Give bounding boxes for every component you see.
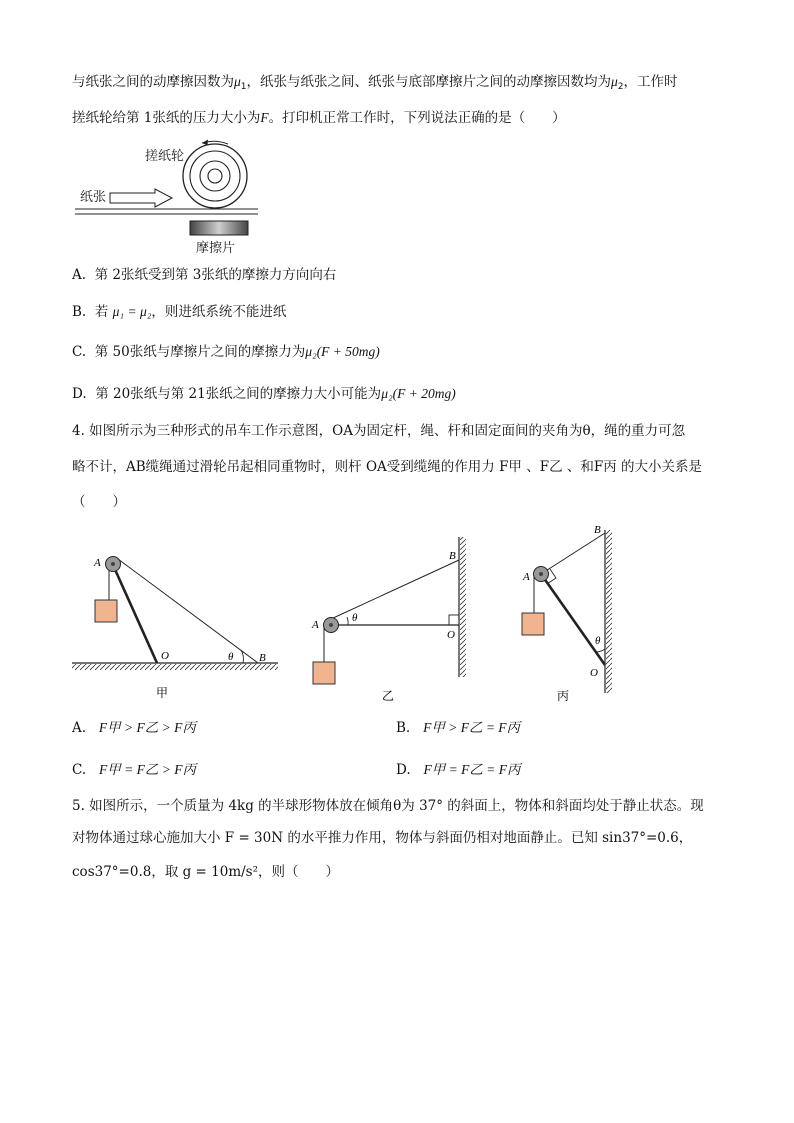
roller-label: 搓纸轮 — [145, 149, 185, 164]
roller-hub — [208, 169, 222, 183]
mu1-symbol: μ — [234, 74, 241, 89]
weight-block — [313, 662, 335, 684]
q4-option-b: B. F甲 > F乙 = F丙 — [396, 720, 521, 736]
q3-option-c: C. 第 50张纸与摩擦片之间的摩擦力为μ₂(F + 50mg) — [72, 344, 380, 360]
q3-stem-line2: 搓纸轮给第 1张纸的压力大小为F。打印机正常工作时，下列说法正确的是（ ） — [72, 110, 566, 126]
q4-stem-line1: 4. 如图所示为三种形式的吊车工作示意图，OA为固定杆，绳、杆和固定面间的夹角为θ，绳的重力可忽 — [72, 423, 686, 439]
q5-stem-line1: 5. 如图所示，一个质量为 4kg 的半球形物体放在倾角θ为 37° 的斜面上，物体和斜面均处于静止状态。现 — [72, 798, 704, 814]
svg-text:θ: θ — [595, 635, 601, 647]
q4-option-c: C. F甲 = F乙 > F丙 — [72, 762, 196, 778]
svg-text:A: A — [523, 571, 530, 583]
svg-text:B: B — [449, 550, 456, 562]
rod-oa — [541, 574, 605, 665]
q3-option-d: D. 第 20张纸与第 21张纸之间的摩擦力大小可能为μ₂(F + 20mg) — [72, 386, 456, 402]
q3-option-a: A. 第 2张纸受到第 3张纸的摩擦力方向向右 — [72, 267, 337, 283]
svg-text:O: O — [447, 629, 455, 641]
paper-direction-arrow-icon — [110, 189, 172, 207]
svg-text:θ: θ — [352, 612, 358, 624]
q4-stem-line2: 略不计，AB缆绳通过滑轮吊起相同重物时，则杆 OA受到缆绳的作用力 F甲 、F乙 、和F丙 的大小关系是 — [72, 459, 703, 475]
crane-figures — [0, 515, 794, 710]
caption-yi: 乙 — [382, 689, 395, 703]
cable-ab — [541, 533, 605, 574]
figure-jia — [72, 557, 278, 701]
q3-stem-line1: 与纸张之间的动摩擦因数为$\mu_1$，纸张与纸张之间、纸张与底部摩擦片之间的动摩擦因数均为$\mu_2$，工作时 — [72, 74, 678, 92]
rod-oa — [113, 565, 157, 663]
printer-roller-figure — [70, 135, 270, 260]
cable-ab — [331, 560, 459, 619]
svg-text:B: B — [594, 524, 601, 536]
figure-bing — [522, 524, 612, 703]
q5-stem-line3: cos37°=0.8，取 g = 10m/s²，则（ ） — [72, 864, 340, 880]
weight-block — [522, 613, 544, 635]
caption-bing: 丙 — [557, 689, 570, 703]
svg-text:A: A — [94, 557, 101, 569]
paper-label: 纸张 — [80, 190, 107, 205]
weight-block — [95, 600, 117, 622]
q4-option-d: D. F甲 = F乙 = F丙 — [396, 762, 521, 778]
friction-pad — [190, 221, 248, 235]
cable-ab — [118, 559, 258, 663]
q4-stem-line3: （ ） — [72, 494, 126, 510]
svg-text:A: A — [312, 619, 319, 631]
svg-text:O: O — [590, 667, 598, 679]
q4-option-a: A. F甲 > F乙 > F丙 — [72, 720, 196, 736]
q5-stem-line2: 对物体通过球心施加大小 F = 30N 的水平推力作用，物体与斜面仍相对地面静止。已知 sin37°=0.6， — [72, 830, 693, 846]
svg-text:O: O — [161, 650, 169, 662]
figure-yi — [311, 537, 466, 703]
svg-text:B: B — [259, 652, 266, 664]
friction-label: 摩擦片 — [196, 241, 236, 256]
caption-jia: 甲 — [156, 686, 169, 700]
q3-option-b: B. 若 μ₁ = μ₂，则进纸系统不能进纸 — [72, 304, 287, 320]
svg-text:θ: θ — [228, 651, 234, 663]
mu2-symbol: μ — [611, 74, 618, 89]
